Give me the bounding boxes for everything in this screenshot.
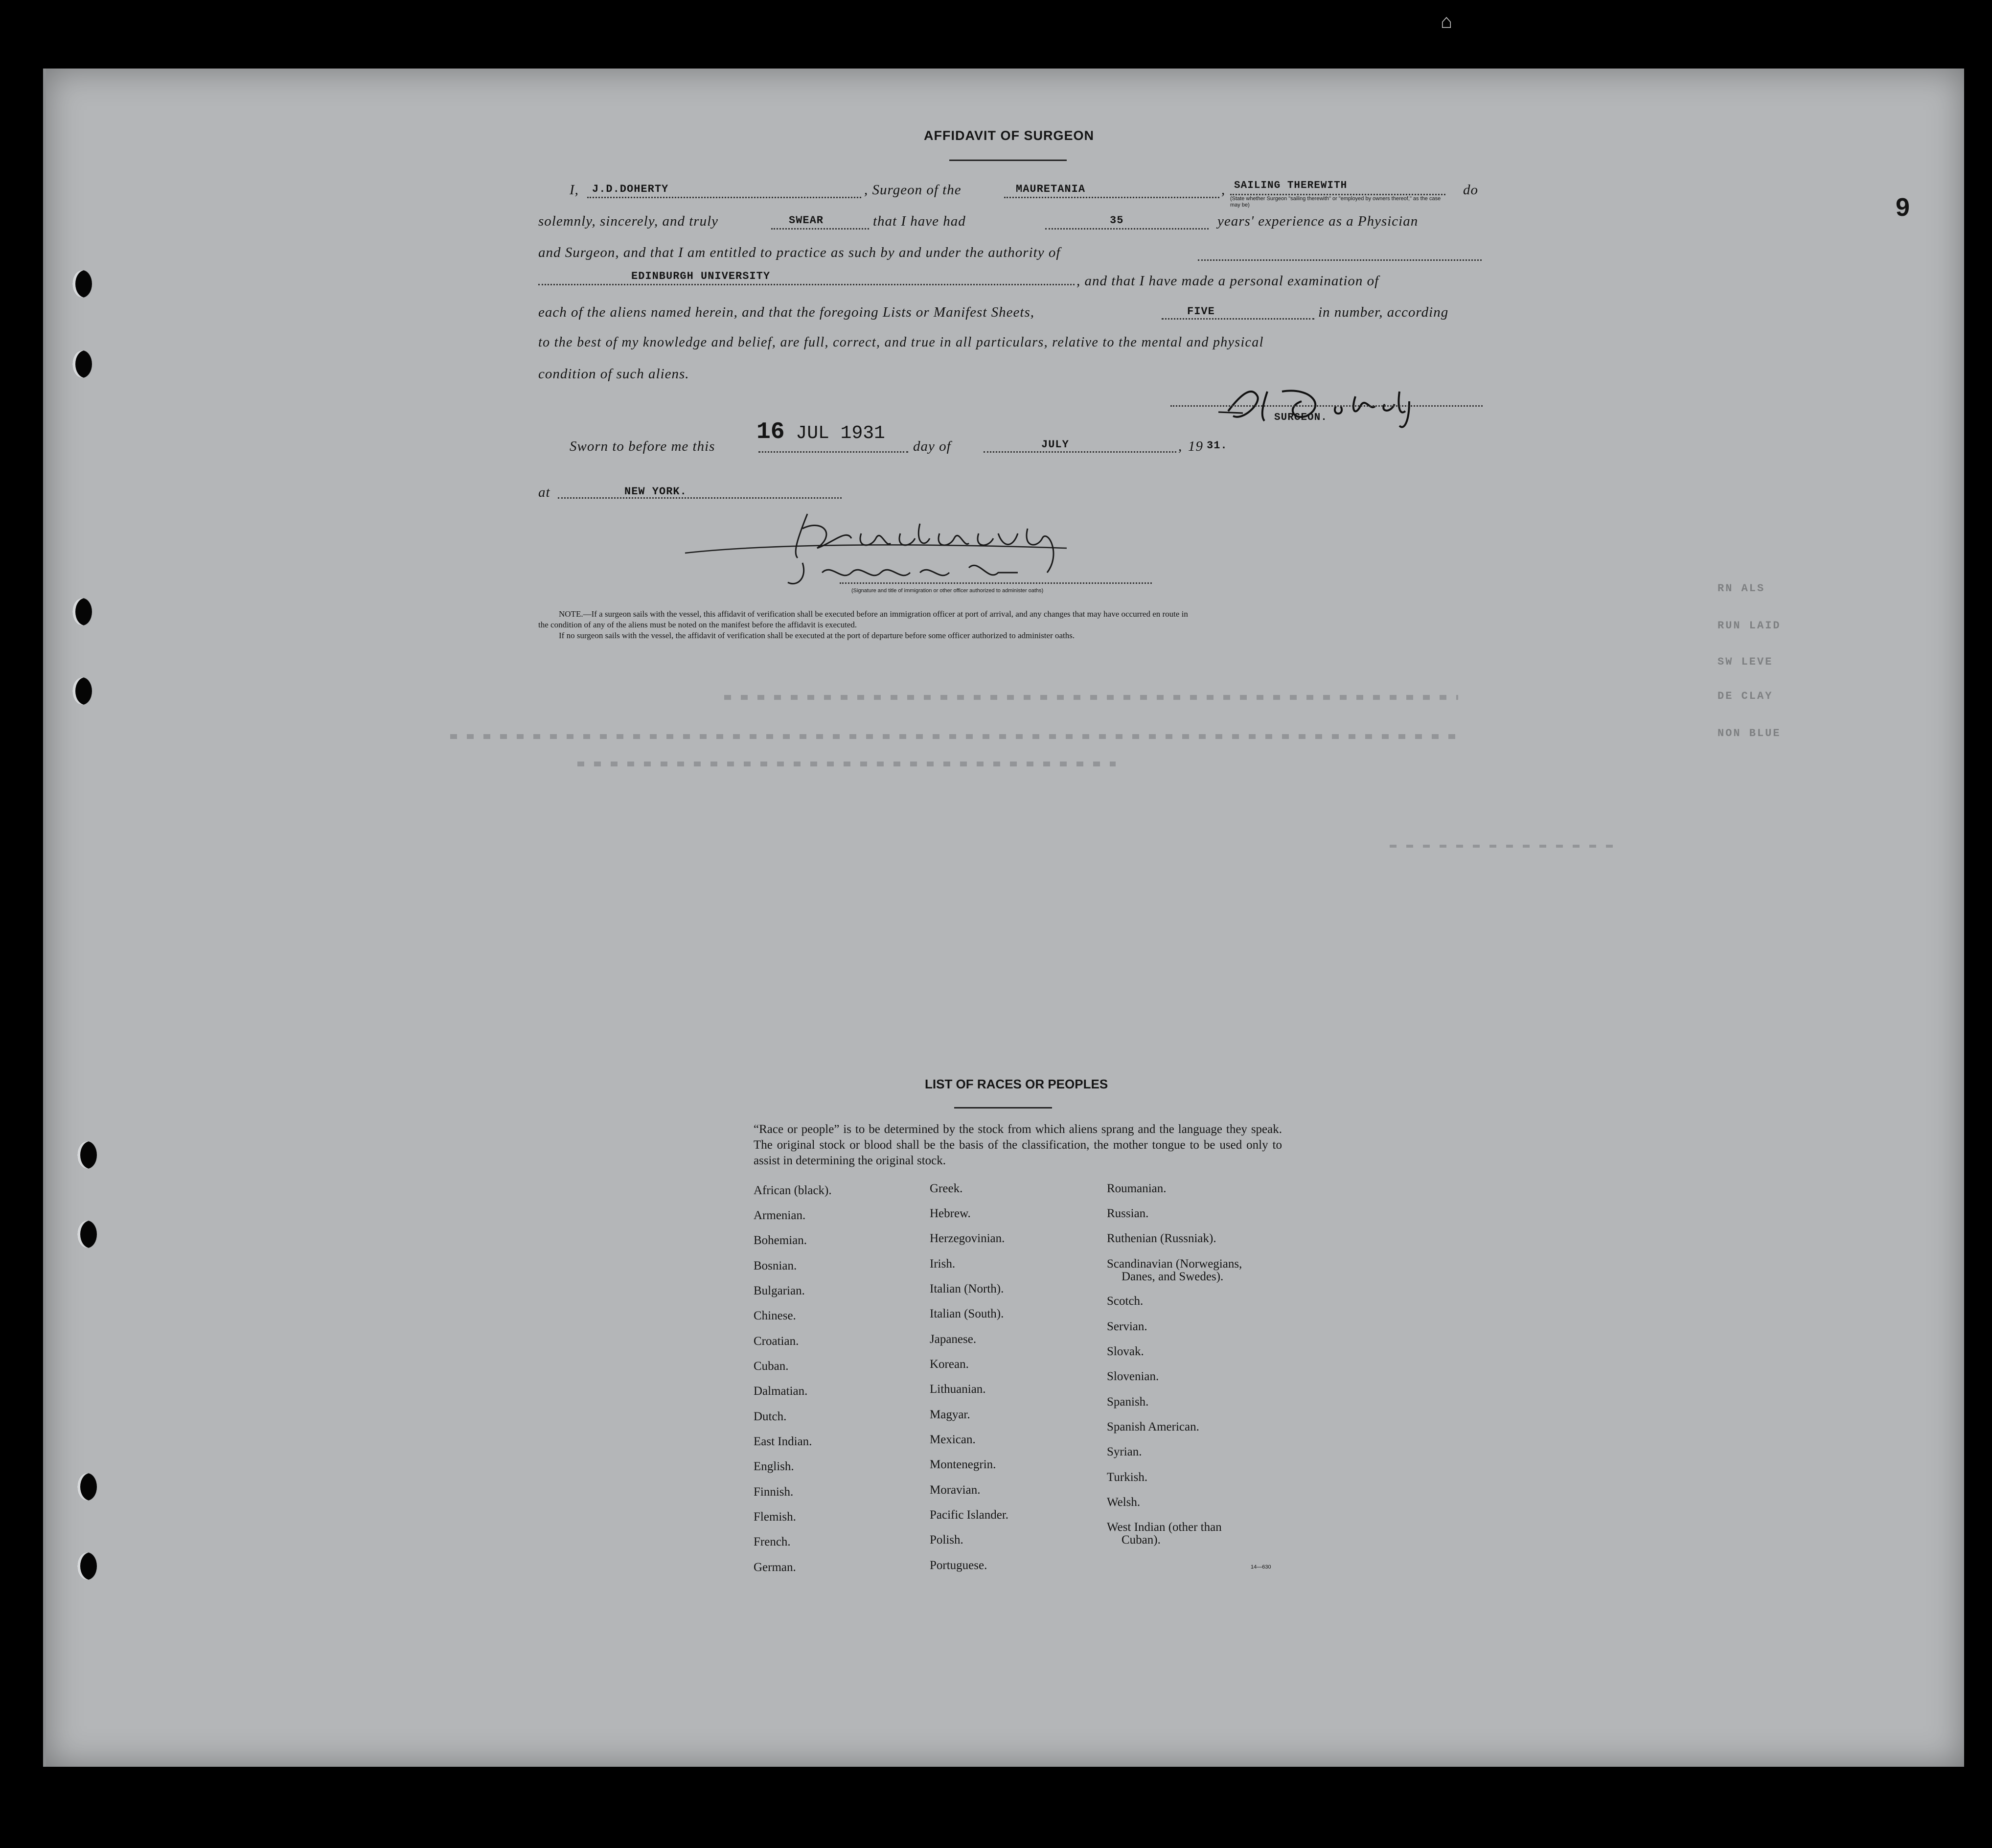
race-item: Korean.: [930, 1358, 969, 1371]
punch-hole: [77, 1552, 97, 1580]
race-item: Magyar.: [930, 1408, 970, 1421]
punch-hole: [77, 1141, 97, 1169]
bleed-through-text: RN ALS: [1717, 582, 1765, 595]
bleed-through-marks: [1390, 845, 1615, 848]
races-title: LIST OF RACES OR PEOPLES: [925, 1077, 1108, 1091]
sheets-count-field: FIVE: [1187, 305, 1215, 318]
race-item: Spanish American.: [1107, 1420, 1199, 1433]
sailing-status-field: SAILING THEREWITH: [1234, 180, 1348, 191]
race-item: Italian (North).: [930, 1282, 1004, 1295]
race-item: Polish.: [930, 1533, 963, 1547]
race-item: Montenegrin.: [930, 1458, 996, 1471]
race-item: Slovak.: [1107, 1345, 1144, 1358]
bleed-through-text: RUN LAID: [1717, 620, 1781, 632]
fill-line: [1170, 405, 1483, 407]
fill-line: [538, 284, 1075, 285]
punch-hole: [72, 598, 92, 625]
races-intro: “Race or people” is to be determined by the stock from which aliens sprang and the language they speak. The original stock or blood shall be the basis of the classification, the mother tongue to be used only to assist in determining the original stock.: [754, 1123, 1282, 1167]
affidavit-text: ,: [1221, 182, 1226, 198]
race-item: Portuguese.: [930, 1559, 987, 1572]
race-item: Flemish.: [754, 1510, 796, 1524]
race-item: African (black).: [754, 1184, 832, 1197]
race-item: Cuban).: [1122, 1533, 1161, 1547]
officer-caption: (Signature and title of immigration or other officer authorized to administer oaths): [851, 588, 1044, 594]
title-rule: [954, 1107, 1052, 1109]
date-stamp: [756, 419, 885, 445]
affidavit-text: do: [1463, 182, 1478, 198]
race-item: Bosnian.: [754, 1259, 797, 1272]
title-rule: [949, 160, 1067, 161]
race-item: West Indian (other than: [1107, 1521, 1222, 1534]
authority-field: EDINBURGH UNIVERSITY: [631, 270, 771, 282]
race-item: Herzegovinian.: [930, 1232, 1005, 1245]
affidavit-note: If no surgeon sails with the vessel, the affidavit of verification shall be executed at the port of departure before some officer authorized to administer oaths.: [559, 631, 1075, 640]
corner-mark: ⌂: [1441, 11, 1453, 32]
fill-line: [840, 582, 1152, 584]
fill-line: [984, 451, 1176, 453]
race-item: Pacific Islander.: [930, 1508, 1009, 1522]
race-item: Greek.: [930, 1182, 963, 1195]
month-field: JULY: [1041, 439, 1069, 451]
race-item: Syrian.: [1107, 1445, 1142, 1458]
form-number: 14—630: [1251, 1564, 1271, 1570]
race-item: Slovenian.: [1107, 1370, 1159, 1383]
race-item: Mexican.: [930, 1433, 976, 1446]
bleed-through-marks: [577, 762, 1116, 766]
affidavit-text: at: [538, 485, 550, 500]
fill-line: [771, 228, 869, 230]
sailing-note: (State whether Surgeon "sailing therewith" or "employed by owners thereof," as the case may be): [1230, 196, 1441, 208]
punch-hole: [72, 677, 92, 705]
race-item: Italian (South).: [930, 1307, 1004, 1320]
race-item: Armenian.: [754, 1209, 806, 1222]
surgeon-name-field: J.D.DOHERTY: [592, 183, 669, 195]
race-item: Scotch.: [1107, 1294, 1144, 1308]
fill-line: [1162, 318, 1314, 320]
fill-line: [1045, 228, 1209, 230]
race-item: Lithuanian.: [930, 1383, 986, 1396]
fill-line: [1230, 194, 1445, 195]
race-item: Servian.: [1107, 1320, 1147, 1333]
race-item: Dalmatian.: [754, 1385, 808, 1398]
affidavit-note: the condition of any of the aliens must be noted on the manifest before the affidavit is executed.: [538, 620, 857, 629]
fill-line: [587, 197, 861, 198]
race-item: Cuban.: [754, 1360, 789, 1373]
race-item: Turkish.: [1107, 1471, 1148, 1484]
affidavit-note: NOTE.—If a surgeon sails with the vessel, this affidavit of verification shall be executed before an immigration officer at port of arrival, and any changes that may have occurred en route in: [559, 609, 1188, 619]
fill-line: [558, 497, 842, 499]
surgeon-label: SURGEON.: [1274, 412, 1328, 423]
fill-line: [1198, 259, 1482, 261]
stamp-day: 16: [756, 419, 785, 445]
bleed-through-text: SW LEVE: [1717, 656, 1773, 668]
race-item: Bohemian.: [754, 1234, 807, 1247]
race-item: Irish.: [930, 1257, 956, 1270]
race-item: Dutch.: [754, 1410, 787, 1423]
affidavit-text: 19: [1188, 439, 1203, 454]
punch-hole: [72, 350, 92, 378]
race-item: Spanish.: [1107, 1395, 1149, 1409]
affidavit-text: Sworn to before me this: [570, 439, 715, 454]
affidavit-text: condition of such aliens.: [538, 366, 689, 382]
race-item: Moravian.: [930, 1483, 981, 1497]
race-item: Welsh.: [1107, 1496, 1141, 1509]
oath-field: SWEAR: [789, 214, 824, 227]
affidavit-text: to the best of my knowledge and belief, are full, correct, and true in all particulars, relative to the mental and physical: [538, 335, 1264, 350]
ship-name-field: MAURETANIA: [1016, 183, 1086, 195]
fill-line: [1004, 197, 1219, 198]
punch-hole: [72, 270, 92, 298]
race-item: Finnish.: [754, 1485, 794, 1499]
affidavit-text: in number, according: [1318, 304, 1449, 320]
affidavit-text: I,: [570, 182, 579, 198]
race-item: Croatian.: [754, 1335, 799, 1348]
punch-hole: [77, 1473, 97, 1501]
race-item: German.: [754, 1561, 796, 1574]
affidavit-title: AFFIDAVIT OF SURGEON: [924, 128, 1094, 143]
bleed-through-marks: [450, 734, 1458, 739]
race-item: Hebrew.: [930, 1207, 971, 1220]
years-field: 35: [1110, 214, 1124, 227]
race-item: Scandinavian (Norwegians,: [1107, 1257, 1242, 1270]
affidavit-text: years' experience as a Physician: [1217, 213, 1419, 229]
race-item: East Indian.: [754, 1435, 812, 1448]
bleed-through-text: NON BLUE: [1717, 727, 1781, 739]
affidavit-text: , Surgeon of the: [864, 182, 962, 198]
bleed-through-marks: [724, 695, 1458, 700]
affidavit-text: day of: [913, 439, 951, 454]
fill-line: [758, 451, 908, 453]
affidavit-text: solemnly, sincerely, and truly: [538, 213, 719, 229]
race-item: Roumanian.: [1107, 1182, 1167, 1195]
affidavit-text: each of the aliens named herein, and that the foregoing Lists or Manifest Sheets,: [538, 304, 1034, 320]
place-field: NEW YORK.: [624, 485, 687, 498]
affidavit-text: and Surgeon, and that I am entitled to practice as such by and under the authority of: [538, 245, 1061, 260]
race-item: Japanese.: [930, 1333, 977, 1346]
punch-hole: [77, 1221, 97, 1248]
race-item: Bulgarian.: [754, 1284, 805, 1297]
bleed-through-text: DE CLAY: [1717, 690, 1773, 702]
page-number: 9: [1896, 193, 1910, 222]
stamp-month-year: JUL 1931: [796, 423, 885, 444]
race-item: Ruthenian (Russniak).: [1107, 1232, 1216, 1245]
race-item: French.: [754, 1535, 791, 1548]
affidavit-text: , and that I have made a personal examination of: [1076, 273, 1379, 289]
affidavit-text: ,: [1178, 439, 1183, 454]
race-item: Chinese.: [754, 1309, 796, 1322]
year-field: 31.: [1207, 439, 1228, 452]
race-item: Russian.: [1107, 1207, 1149, 1220]
affidavit-text: that I have had: [873, 213, 966, 229]
race-item: English.: [754, 1460, 794, 1473]
race-item: Danes, and Swedes).: [1122, 1270, 1224, 1283]
